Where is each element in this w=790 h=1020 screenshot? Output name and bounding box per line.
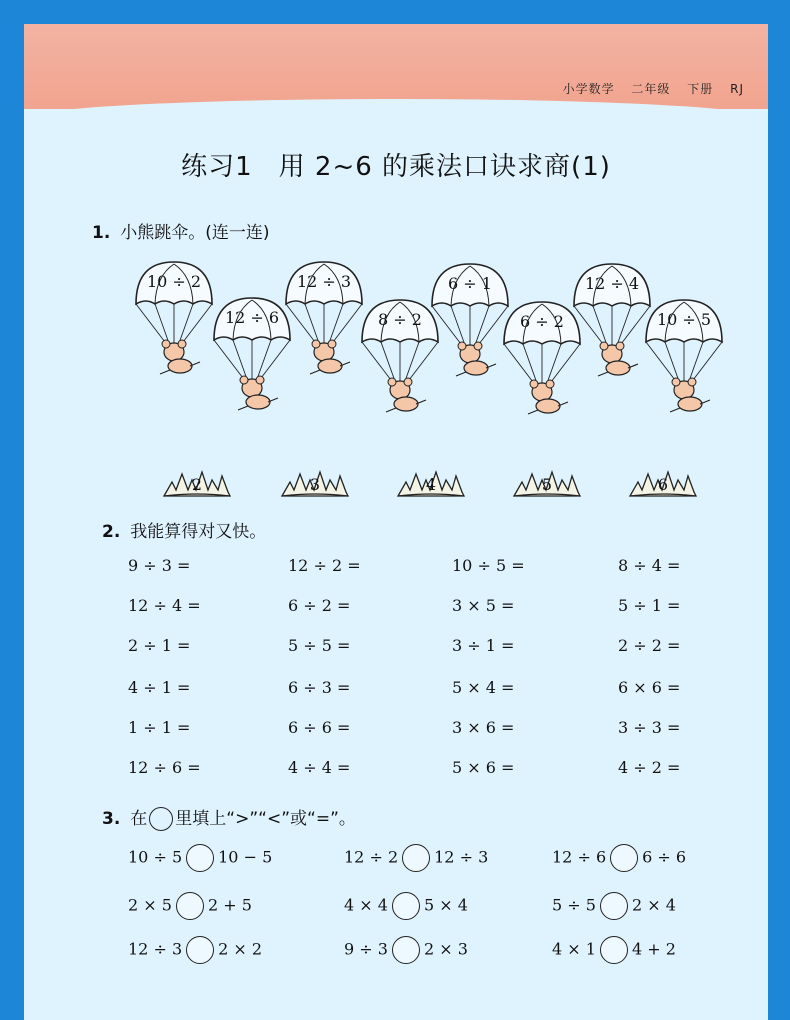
answer-circle[interactable] — [392, 892, 420, 920]
grass-target[interactable] — [162, 468, 232, 498]
compare-problem — [552, 936, 676, 964]
grass-target[interactable] — [280, 468, 350, 498]
drill-problem: 6 ÷ 6 = — [288, 718, 351, 737]
section1-label: 小熊跳伞。(连一连) — [120, 223, 270, 243]
worksheet-page — [24, 24, 768, 1020]
header-grade: 二年级 — [631, 82, 671, 96]
parachute-expression: 6 ÷ 2 — [520, 312, 564, 331]
compare-left: 10 ÷ 5 — [128, 847, 183, 867]
parachute[interactable] — [642, 298, 726, 418]
compare-problem — [552, 844, 686, 872]
target-number: 5 — [541, 475, 553, 494]
compare-problem — [128, 892, 252, 920]
drill-problem: 4 ÷ 1 = — [128, 678, 191, 697]
target-number: 3 — [309, 475, 321, 494]
compare-left: 12 ÷ 6 — [552, 847, 607, 867]
drill-problem: 5 × 6 = — [452, 758, 515, 777]
section2-heading — [102, 517, 266, 542]
target-number: 4 — [425, 475, 437, 494]
book-header — [551, 80, 744, 97]
answer-circle[interactable] — [186, 936, 214, 964]
drill-problem: 3 ÷ 3 = — [618, 718, 681, 737]
grass-target[interactable] — [628, 468, 698, 498]
compare-left: 4 × 1 — [552, 939, 596, 959]
drill-problem: 8 ÷ 4 = — [618, 556, 681, 575]
parachute[interactable] — [132, 260, 216, 380]
drill-problem: 5 ÷ 1 = — [618, 596, 681, 615]
drill-problem: 3 × 5 = — [452, 596, 515, 615]
drill-problem: 5 ÷ 5 = — [288, 636, 351, 655]
section1-heading — [92, 218, 270, 243]
drill-problem: 9 ÷ 3 = — [128, 556, 191, 575]
compare-left: 5 ÷ 5 — [552, 895, 596, 915]
section2-label: 我能算得对又快。 — [130, 522, 267, 542]
compare-right: 2 × 3 — [423, 939, 468, 959]
section3-label-before: 在 — [130, 809, 148, 829]
drill-problem: 3 × 6 = — [452, 718, 515, 737]
compare-problem — [552, 892, 676, 920]
header-subject: 小学数学 — [562, 82, 615, 96]
grass-target[interactable] — [512, 468, 582, 498]
compare-right: 6 ÷ 6 — [642, 847, 687, 867]
compare-right: 2 × 4 — [631, 895, 676, 915]
page-title — [24, 146, 768, 183]
answer-circle[interactable] — [600, 936, 628, 964]
compare-problem — [128, 844, 272, 872]
compare-left: 12 ÷ 2 — [344, 847, 399, 867]
parachute-expression: 10 ÷ 5 — [656, 310, 712, 329]
section3-number: 3. — [102, 809, 121, 829]
header-edition: RJ — [730, 82, 744, 96]
answer-circle[interactable] — [402, 844, 430, 872]
compare-right: 12 ÷ 3 — [434, 847, 489, 867]
parachute-expression: 12 ÷ 6 — [224, 308, 280, 327]
parachute-expression: 10 ÷ 2 — [146, 272, 202, 291]
drill-problem: 6 × 6 = — [618, 678, 681, 697]
grass-target[interactable] — [396, 468, 466, 498]
drill-problem: 3 ÷ 1 = — [452, 636, 515, 655]
compare-right: 5 × 4 — [423, 895, 468, 915]
drill-problem: 12 ÷ 2 = — [288, 556, 361, 575]
section3-heading — [102, 804, 356, 831]
lesson-topic: 用 2~6 的乘法口诀求商(1) — [278, 152, 611, 182]
parachute-expression: 8 ÷ 2 — [378, 310, 422, 329]
compare-right: 2 + 5 — [207, 895, 252, 915]
parachute-expression: 6 ÷ 1 — [448, 274, 492, 293]
compare-right: 2 × 2 — [218, 939, 263, 959]
answer-circle[interactable] — [392, 936, 420, 964]
drill-problem: 2 ÷ 1 = — [128, 636, 191, 655]
compare-problem — [344, 892, 468, 920]
compare-right: 4 + 2 — [631, 939, 676, 959]
compare-right: 10 − 5 — [218, 847, 273, 867]
page-number — [396, 1012, 416, 1020]
drill-problem: 6 ÷ 3 = — [288, 678, 351, 697]
drill-problem: 2 ÷ 2 = — [618, 636, 681, 655]
parachute-expression: 12 ÷ 4 — [584, 274, 640, 293]
compare-left: 4 × 4 — [344, 895, 388, 915]
parachute-expression: 12 ÷ 3 — [296, 272, 352, 291]
compare-left: 2 × 5 — [128, 895, 172, 915]
drill-problem: 10 ÷ 5 = — [452, 556, 525, 575]
compare-problem — [344, 936, 468, 964]
drill-problem: 6 ÷ 2 = — [288, 596, 351, 615]
section1-number: 1. — [92, 223, 111, 243]
compare-problem — [128, 936, 262, 964]
section3-label-after: 里填上“>”“<”或“=”。 — [175, 809, 356, 829]
drill-problem: 4 ÷ 4 = — [288, 758, 351, 777]
answer-circle[interactable] — [176, 892, 204, 920]
target-number: 2 — [191, 475, 203, 494]
target-number: 6 — [657, 475, 669, 494]
compare-left: 9 ÷ 3 — [344, 939, 388, 959]
section2-number: 2. — [102, 522, 121, 542]
compare-problem — [344, 844, 488, 872]
lesson-number: 练习1 — [181, 152, 253, 182]
drill-problem: 12 ÷ 6 = — [128, 758, 201, 777]
answer-circle[interactable] — [610, 844, 638, 872]
answer-circle[interactable] — [186, 844, 214, 872]
drill-problem: 4 ÷ 2 = — [618, 758, 681, 777]
answer-circle[interactable] — [600, 892, 628, 920]
header-volume: 下册 — [687, 82, 714, 96]
drill-problem: 1 ÷ 1 = — [128, 718, 191, 737]
compare-left: 12 ÷ 3 — [128, 939, 183, 959]
drill-problem: 12 ÷ 4 = — [128, 596, 201, 615]
drill-problem: 5 × 4 = — [452, 678, 515, 697]
answer-circle-sample — [149, 807, 173, 831]
parachute[interactable] — [282, 260, 366, 380]
